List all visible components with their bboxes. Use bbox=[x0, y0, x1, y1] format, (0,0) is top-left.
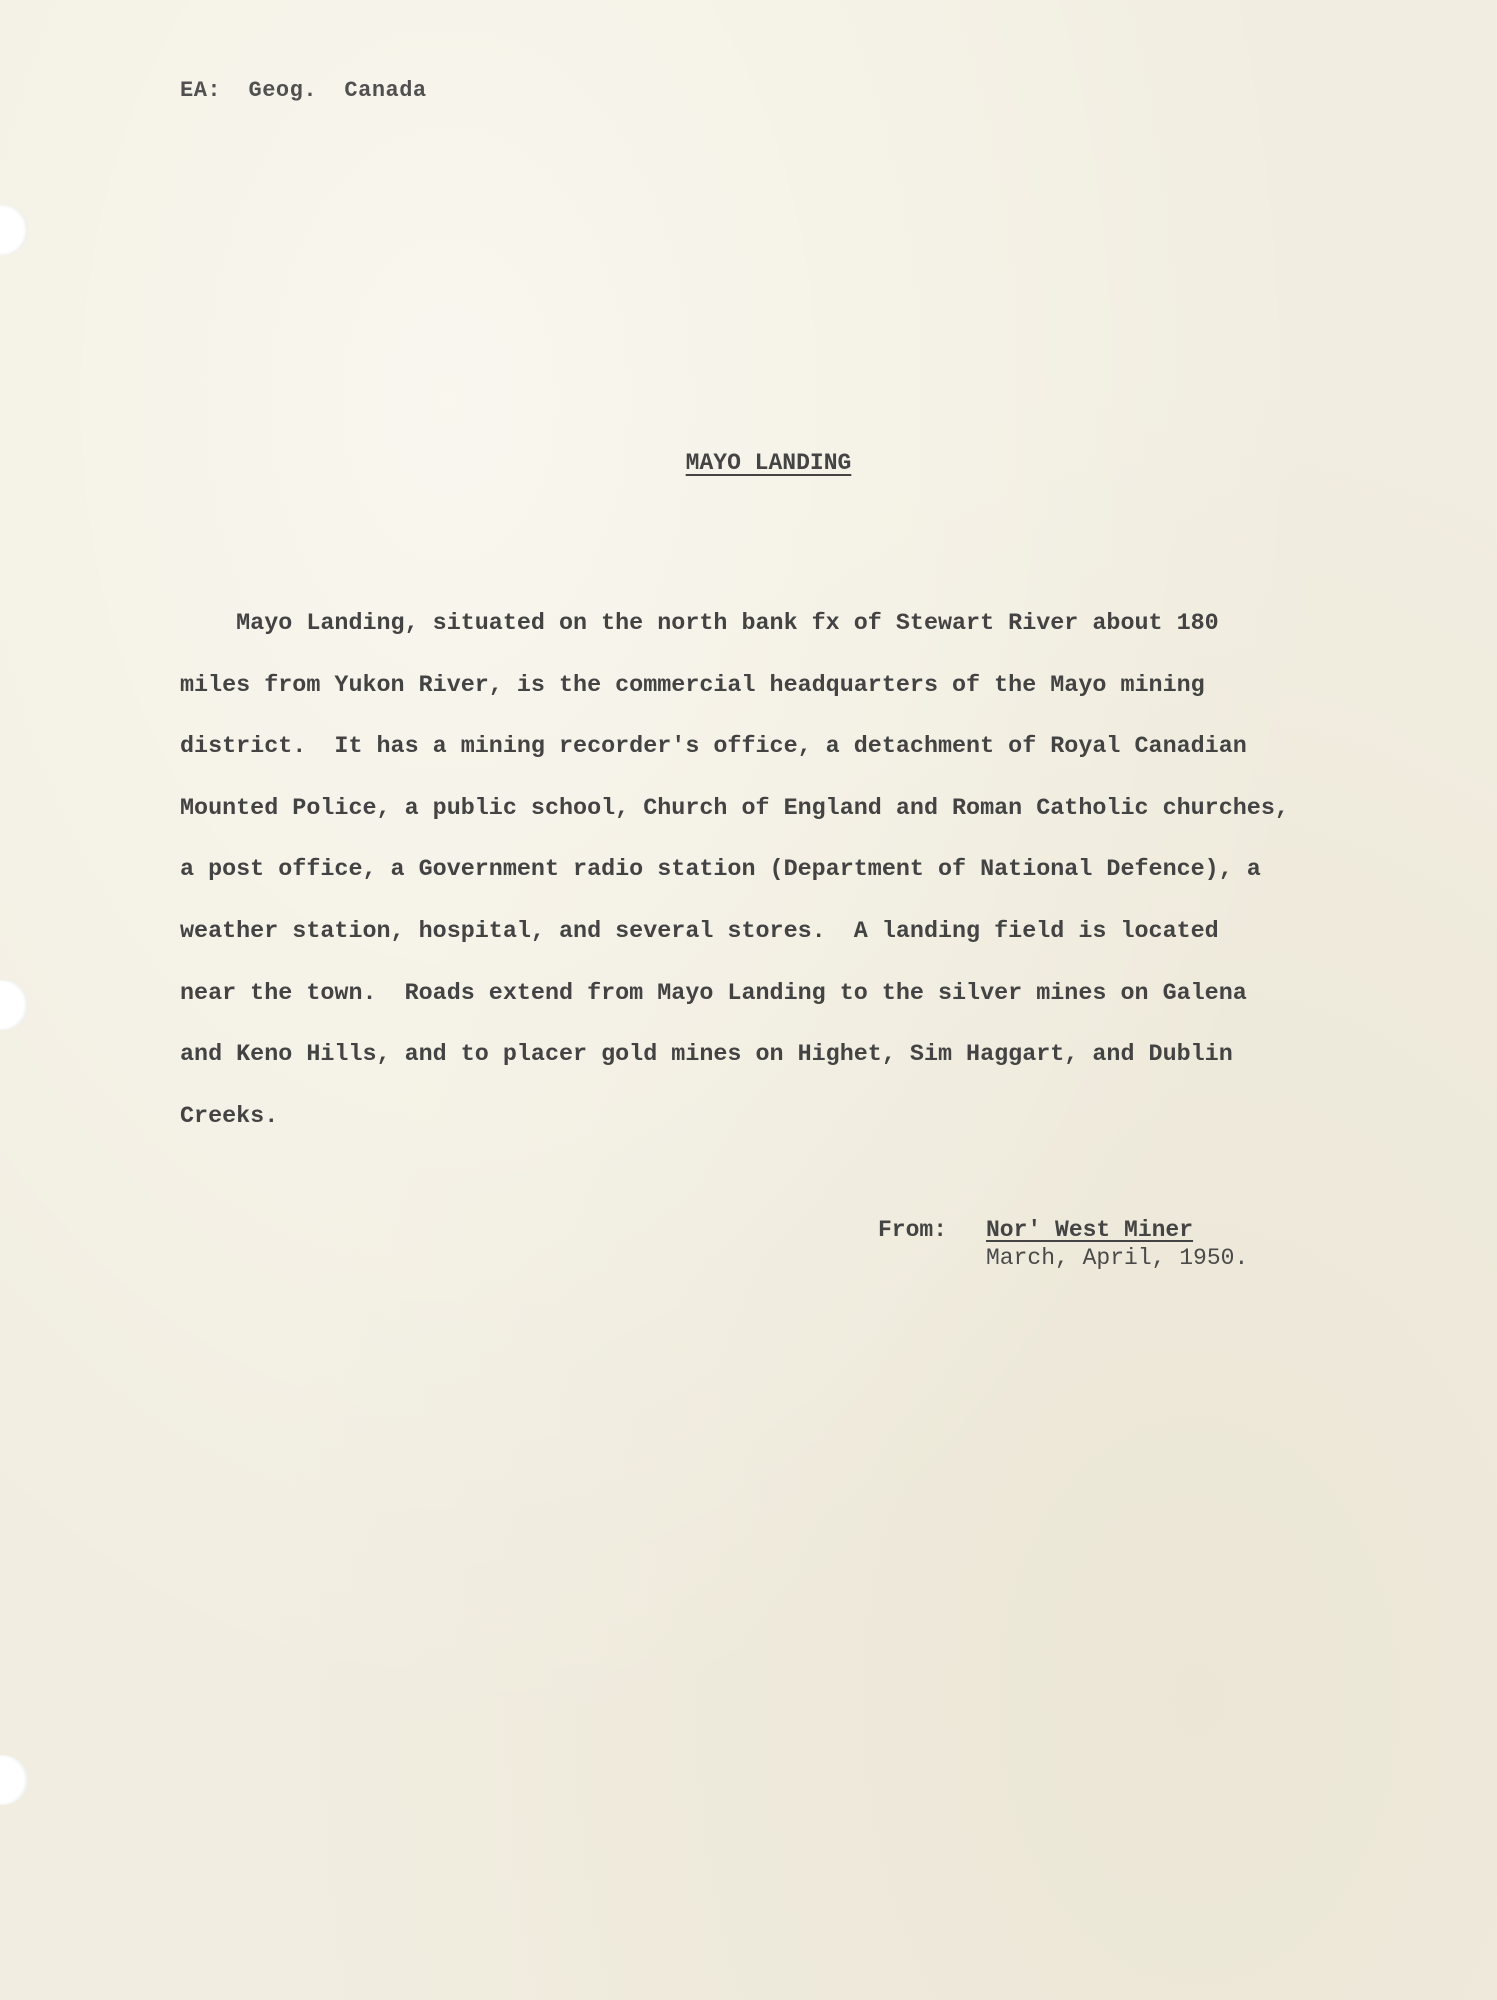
classification-code: EA: Geog. Canada bbox=[180, 78, 427, 103]
punch-hole bbox=[0, 205, 28, 255]
punch-hole bbox=[0, 980, 28, 1030]
body-paragraph bbox=[180, 594, 1400, 1148]
body-line: near the town. Roads extend from Mayo Landing to the silver mines on Galena bbox=[180, 980, 1247, 1007]
body-line: Mayo Landing, situated on the north bank fx of Stewart River about 180 bbox=[180, 611, 1219, 637]
body-line: and Keno Hills, and to placer gold mines on Highet, Sim Haggart, and Dublin bbox=[180, 1042, 1233, 1069]
source-date: March, April, 1950. bbox=[986, 1245, 1249, 1271]
source-publication: Nor' West Miner bbox=[986, 1217, 1194, 1243]
body-line: Mounted Police, a public school, Church of England and Roman Catholic churches, bbox=[180, 795, 1289, 822]
body-line: Creeks. bbox=[180, 1103, 279, 1130]
body-line: district. It has a mining recorder's office, a detachment of Royal Canadian bbox=[180, 734, 1247, 761]
document-title bbox=[0, 450, 1497, 476]
source-label: From: bbox=[878, 1217, 948, 1243]
body-line: weather station, hospital, and several stores. A landing field is located bbox=[180, 918, 1219, 945]
body-line: miles from Yukon River, is the commercial headquarters of the Mayo mining bbox=[180, 672, 1205, 699]
document-title-text: MAYO LANDING bbox=[685, 450, 852, 476]
punch-hole bbox=[0, 1755, 28, 1805]
body-line: a post office, a Government radio station (Department of National Defence), a bbox=[180, 857, 1261, 884]
